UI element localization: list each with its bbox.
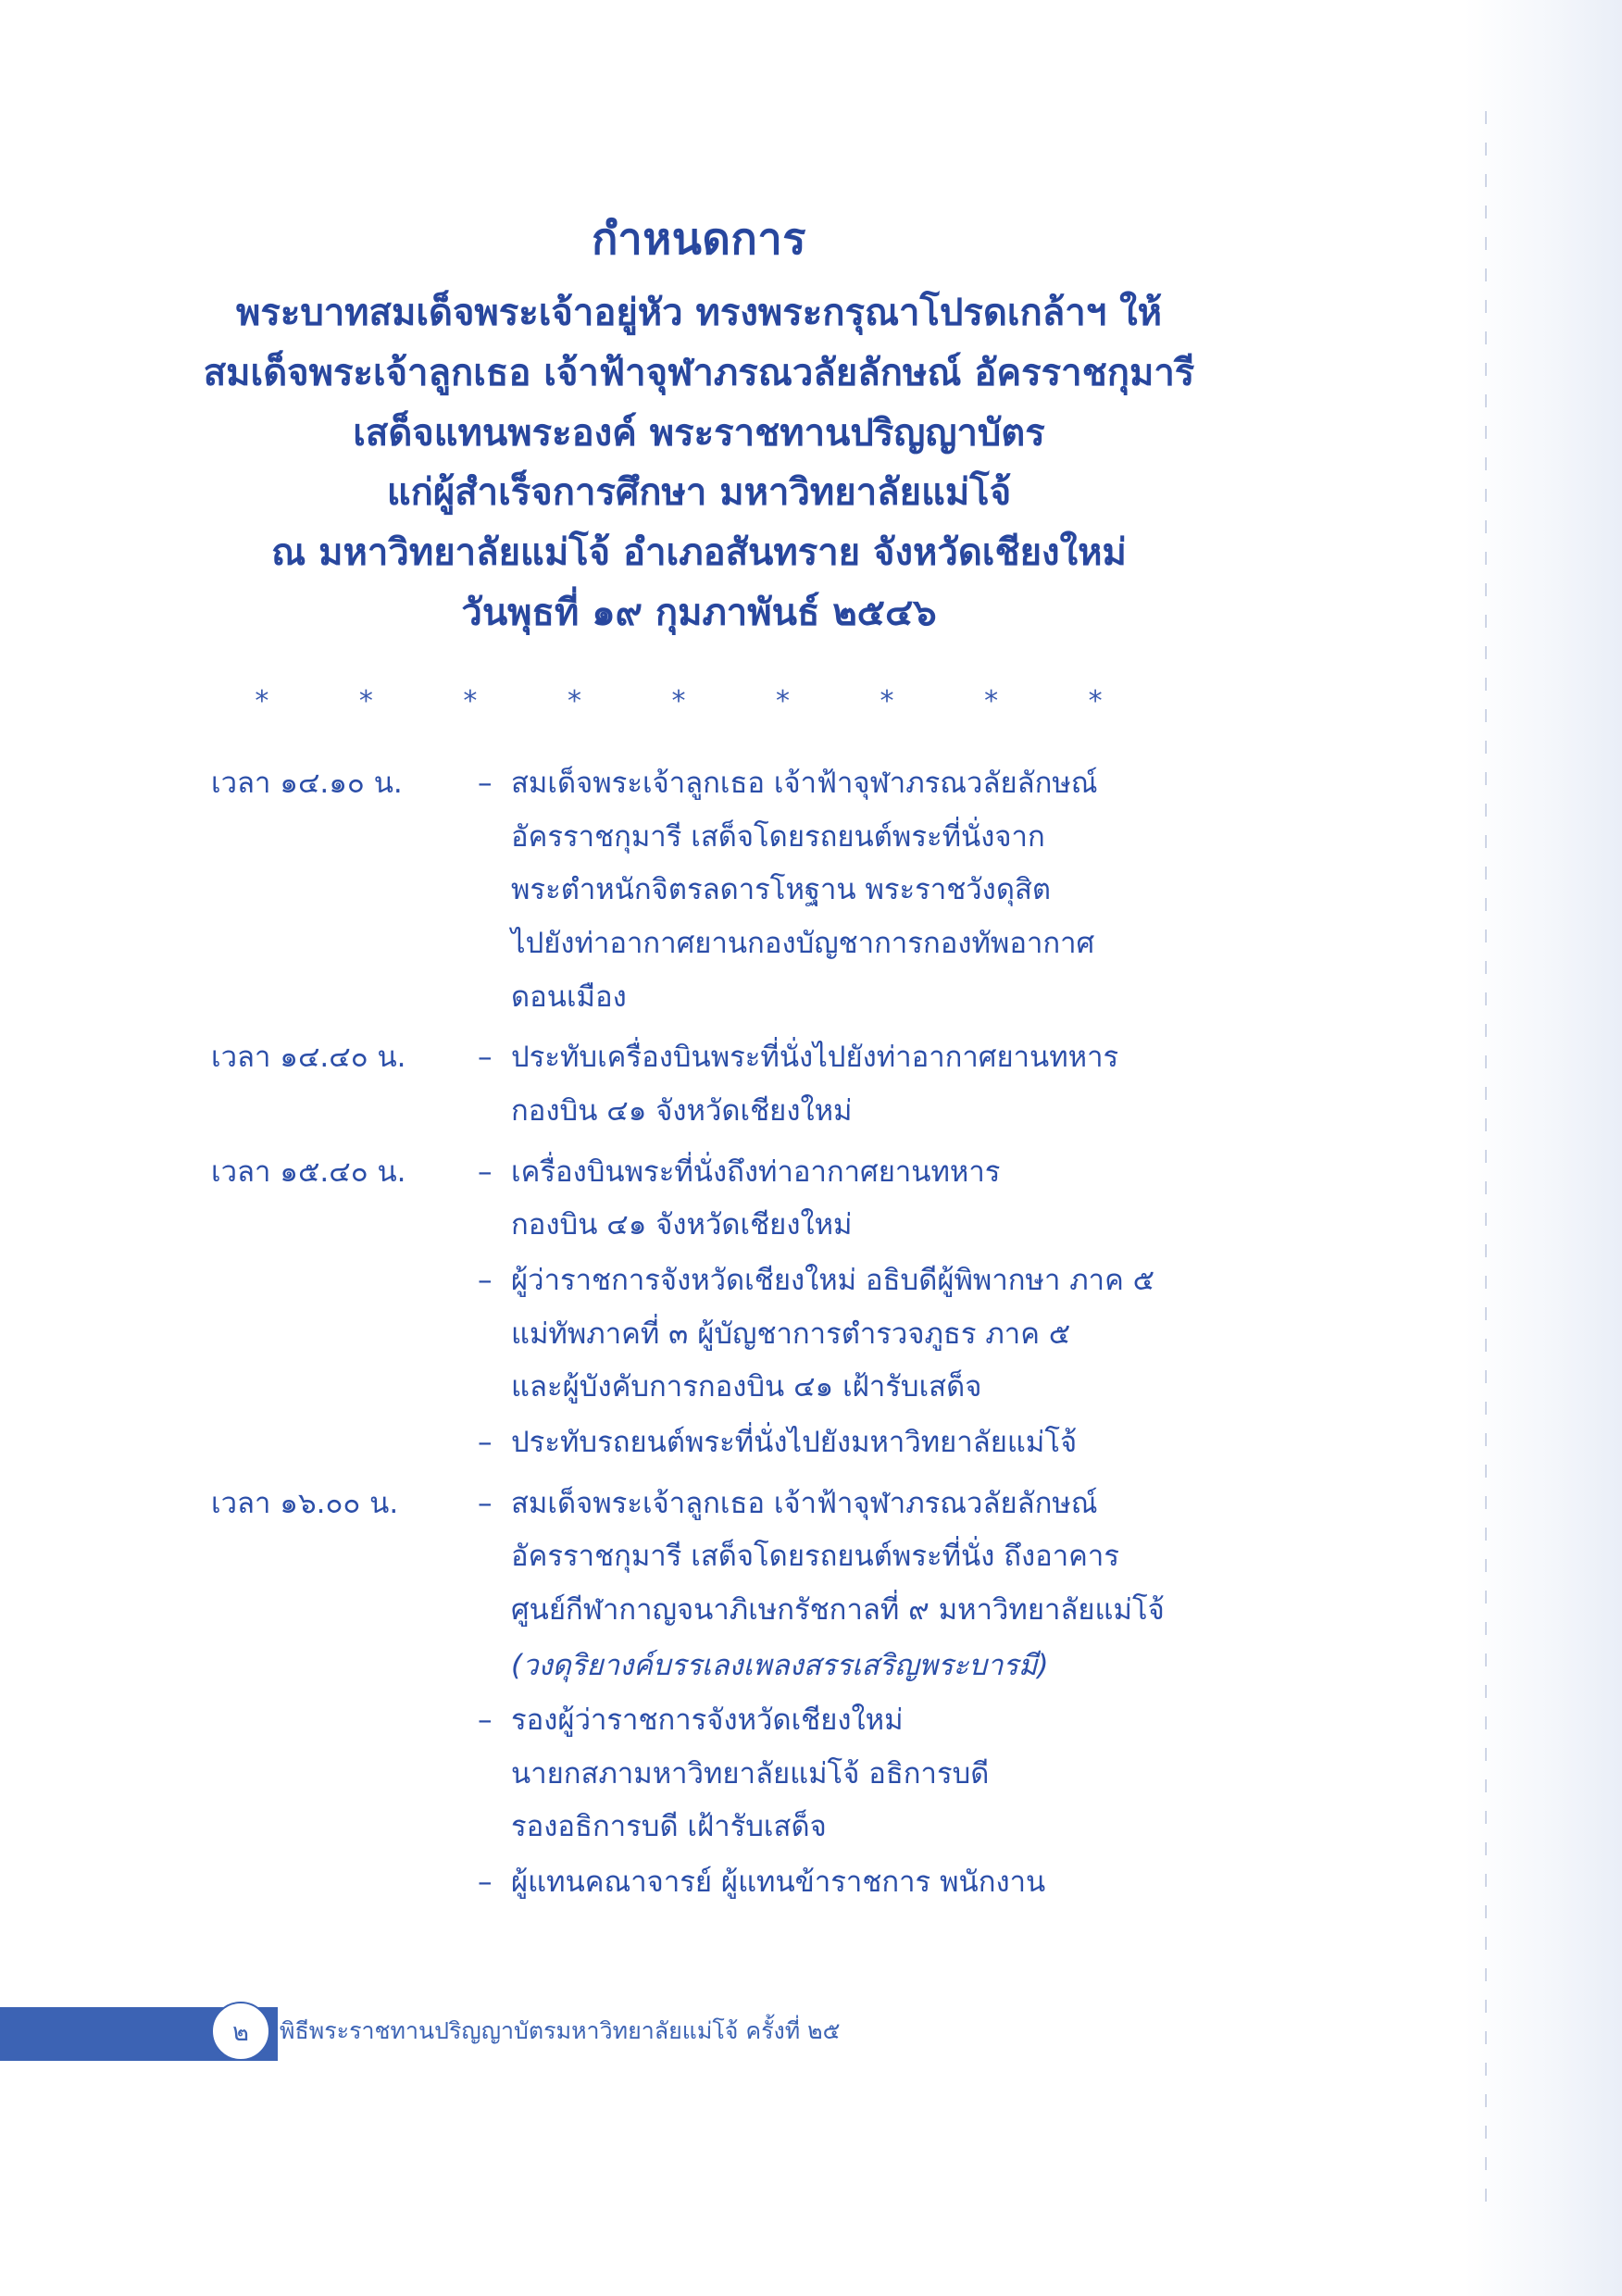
item-text [511, 1254, 1405, 1415]
schedule-items [478, 1031, 1405, 1140]
item-text [511, 757, 1405, 1024]
schedule-item-note [478, 1640, 1405, 1693]
schedule-time: เวลา ๑๔.๑๐ น. [211, 767, 403, 800]
schedule-item [478, 1478, 1405, 1638]
item-text [511, 1146, 1405, 1253]
schedule-row [211, 1478, 1405, 1912]
scan-edge-shading [1465, 0, 1622, 2296]
heading-line-2: สมเด็จพระเจ้าลูกเธอ เจ้าฟ้าจุฬาภรณวลัยลักษณ์ อัครราชกุมารี [203, 351, 1195, 394]
document-header [0, 211, 1398, 643]
schedule-time: เวลา ๑๕.๔๐ น. [211, 1154, 406, 1189]
item-line: สมเด็จพระเจ้าลูกเธอ เจ้าฟ้าจุฬาภรณวลัยลักษณ์ [511, 1486, 1098, 1520]
item-line: รองผู้ว่าราชการจังหวัดเชียงใหม่ [511, 1703, 904, 1738]
item-line: สมเด็จพระเจ้าลูกเธอ เจ้าฟ้าจุฬาภรณวลัยลักษณ์ [511, 767, 1098, 800]
item-line: ประทับรถยนต์พระที่นั่งไปยังมหาวิทยาลัยแม่โจ้ [511, 1425, 1078, 1459]
schedule-list [211, 757, 1405, 1917]
schedule-item [478, 1416, 1405, 1470]
item-line: เครื่องบินพระที่นั่งถึงท่าอากาศยานทหาร [511, 1154, 1001, 1189]
schedule-item [478, 1694, 1405, 1854]
item-text [511, 1478, 1405, 1638]
schedule-items [478, 1146, 1405, 1472]
schedule-item [478, 1254, 1405, 1415]
scan-edge-marks [1485, 111, 1487, 2213]
schedule-time: เวลา ๑๔.๔๐ น. [211, 1041, 406, 1075]
schedule-row [211, 1146, 1405, 1472]
item-line: ศูนย์กีฬากาญจนาภิเษกรัชกาลที่ ๙ มหาวิทยาลัยแม่โจ้ [511, 1592, 1165, 1627]
item-line: อัครราชกุมารี เสด็จโดยรถยนต์พระที่นั่งจาก [511, 819, 1045, 854]
schedule-items [478, 757, 1405, 1026]
item-line: ผู้ว่าราชการจังหวัดเชียงใหม่ อธิบดีผู้พิพากษา ภาค ๕ [511, 1263, 1155, 1297]
item-line: พระตำหนักจิตรลดารโหฐาน พระราชวังดุสิต [511, 873, 1052, 907]
item-line: ผู้แทนคณาจารย์ ผู้แทนข้าราชการ พนักงาน [511, 1866, 1046, 1900]
footer-text: พิธีพระราชทานปริญญาบัตรมหาวิทยาลัยแม่โจ้ ครั้งที่ ๒๕ [280, 2017, 841, 2044]
heading-line-4: แก่ผู้สำเร็จการศึกษา มหาวิทยาลัยแม่โจ้ [386, 471, 1012, 515]
schedule-item [478, 1031, 1405, 1138]
item-dash: – [478, 1263, 493, 1297]
item-line: แม่ทัพภาคที่ ๓ ผู้บัญชาการตำรวจภูธร ภาค ๕ [511, 1316, 1071, 1351]
schedule-item [478, 1856, 1405, 1910]
schedule-item [478, 757, 1405, 1024]
schedule-row [211, 757, 1405, 1026]
item-line: ไปยังท่าอากาศยานกองบัญชาการกองทัพอากาศ [511, 926, 1095, 960]
item-line: กองบิน ๔๑ จังหวัดเชียงใหม่ [511, 1093, 853, 1128]
item-line: กองบิน ๔๑ จังหวัดเชียงใหม่ [511, 1208, 853, 1242]
item-text [511, 1640, 1405, 1693]
item-dash: – [478, 1703, 493, 1738]
item-text [511, 1856, 1405, 1910]
page-number-badge: ๒ [211, 2002, 270, 2061]
schedule-row [211, 1031, 1405, 1140]
item-line: อัครราชกุมารี เสด็จโดยรถยนต์พระที่นั่ง ถึงอาคาร [511, 1540, 1119, 1574]
section-separator: * * * * * * * * * [255, 685, 1143, 718]
item-dash: – [478, 1866, 493, 1900]
item-line: (วงดุริยางค์บรรเลงเพลงสรรเสริญพระบารมี) [511, 1648, 1049, 1682]
item-dash: – [478, 1425, 493, 1459]
page-title: กำหนดการ [591, 214, 807, 265]
item-line: นายกสภามหาวิทยาลัยแม่โจ้ อธิการบดี [511, 1756, 990, 1791]
heading-line-5: ณ มหาวิทยาลัยแม่โจ้ อำเภอสันทราย จังหวัดเชียงใหม่ [271, 531, 1127, 575]
schedule-item [478, 1146, 1405, 1253]
item-dash: – [478, 1041, 493, 1075]
item-line: รองอธิการบดี เฝ้ารับเสด็จ [511, 1810, 827, 1844]
item-line: ดอนเมือง [511, 980, 627, 1014]
item-dash: – [478, 1154, 493, 1189]
heading-line-1: พระบาทสมเด็จพระเจ้าอยู่หัว ทรงพระกรุณาโปรดเกล้าฯ ให้ [235, 292, 1163, 335]
item-dash: – [478, 767, 493, 800]
heading-line-3: เสด็จแทนพระองค์ พระราชทานปริญญาบัตร [353, 411, 1045, 455]
item-line: ประทับเครื่องบินพระที่นั่งไปยังท่าอากาศยานทหาร [511, 1041, 1119, 1075]
item-text [511, 1416, 1405, 1470]
item-text [511, 1694, 1405, 1854]
schedule-items [478, 1478, 1405, 1912]
schedule-time: เวลา ๑๖.๐๐ น. [211, 1486, 399, 1520]
item-dash: – [478, 1486, 493, 1520]
item-line: และผู้บังคับการกองบิน ๔๑ เฝ้ารับเสด็จ [511, 1370, 982, 1404]
item-text [511, 1031, 1405, 1138]
heading-line-6: วันพุธที่ ๑๙ กุมภาพันธ์ ๒๕๔๖ [461, 592, 937, 635]
